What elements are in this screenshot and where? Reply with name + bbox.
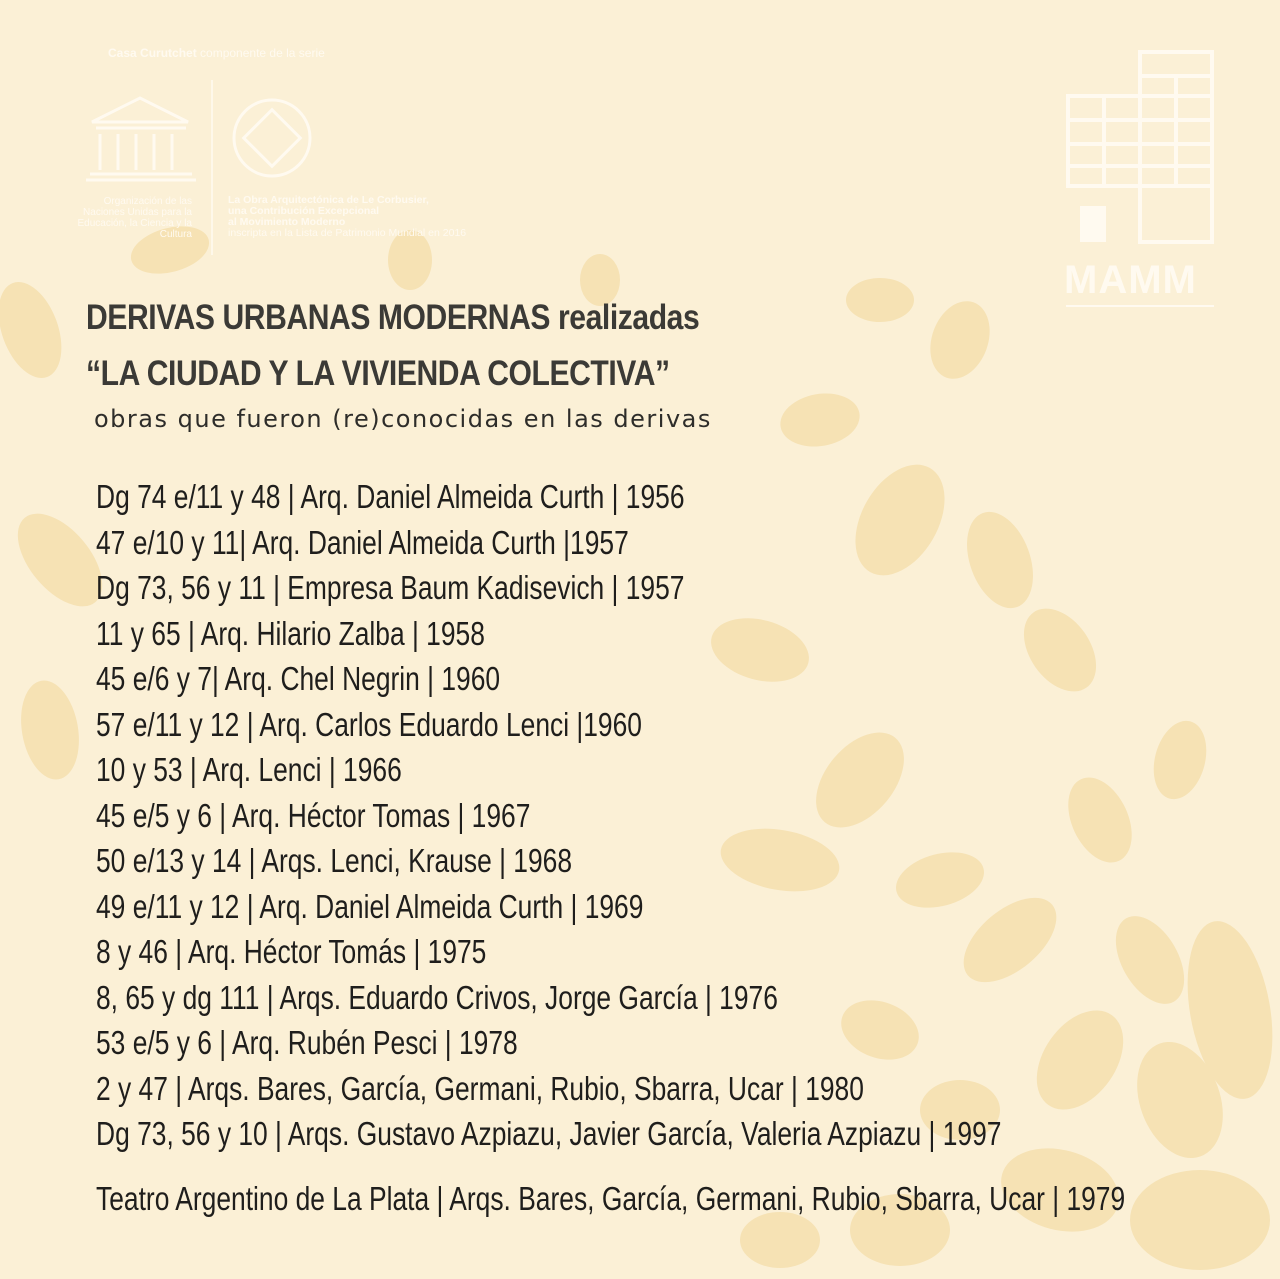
list-item: 45 e/5 y 6 | Arq. Héctor Tomas | 1967 — [96, 796, 531, 834]
mamm-logo-text: MAMM — [1064, 258, 1197, 302]
teatro-argentino-item: Teatro Argentino de La Plata | Arqs. Bares, García, Germani, Rubio, Sbarra, Ucar | 1979 — [96, 1180, 1126, 1217]
list-item: 53 e/5 y 6 | Arq. Rubén Pesci | 1978 — [96, 1024, 518, 1061]
page-title-line2: “LA CIUDAD Y LA VIVIENDA COLECTIVA” — [86, 354, 670, 393]
list-item: 49 e/11 y 12 | Arq. Daniel Almeida Curth | 1969 — [96, 887, 644, 925]
page-title-line1: DERIVAS URBANAS MODERNAS realizadas — [86, 298, 700, 337]
casa-curutchet-line: Casa Curutchet componente de la serie — [108, 46, 325, 60]
list-item: 45 e/6 y 7| Arq. Chel Negrin | 1960 — [96, 660, 501, 697]
unesco-logo — [86, 98, 196, 180]
list-item: 8, 65 y dg 111 | Arqs. Eduardo Crivos, Jorge García | 1976 — [96, 978, 778, 1016]
page-subtitle: obras que fueron (re)conocidas en las derivas — [94, 405, 712, 433]
works-list — [96, 474, 1228, 1157]
list-item: Dg 73, 56 y 11 | Empresa Baum Kadisevich | 1957 — [96, 569, 685, 606]
list-item: Dg 74 e/11 y 48 | Arq. Daniel Almeida Curth | 1956 — [96, 478, 685, 515]
list-item: 2 y 47 | Arqs. Bares, García, Germani, Rubio, Sbarra, Ucar | 1980 — [96, 1069, 864, 1107]
mamm-logo-block — [1080, 206, 1106, 242]
world-heritage-caption: La Obra Arquitectónica de Le Corbusier, una Contribución Excepcional al Movimiento Moderno inscripta en la Lista de Patrimonio Mundial en 2016 — [228, 194, 467, 239]
list-item: 8 y 46 | Arq. Héctor Tomás | 1975 — [96, 933, 487, 970]
list-item: 10 y 53 | Arq. Lenci | 1966 — [96, 751, 402, 788]
list-item: 11 y 65 | Arq. Hilario Zalba | 1958 — [96, 614, 485, 652]
list-item: Dg 73, 56 y 10 | Arqs. Gustavo Azpiazu, Javier García, Valeria Azpiazu | 1997 — [96, 1115, 1002, 1152]
world-heritage-emblem — [234, 100, 310, 176]
unesco-caption: Organización de las Naciones Unidas para la Educación, la Ciencia y la Cultura — [77, 196, 192, 240]
list-item: 47 e/10 y 11| Arq. Daniel Almeida Curth |1957 — [96, 523, 629, 561]
list-item: 57 e/11 y 12 | Arq. Carlos Eduardo Lenci |1960 — [96, 705, 642, 743]
list-item: 50 e/13 y 14 | Arqs. Lenci, Krause | 1968 — [96, 842, 573, 879]
